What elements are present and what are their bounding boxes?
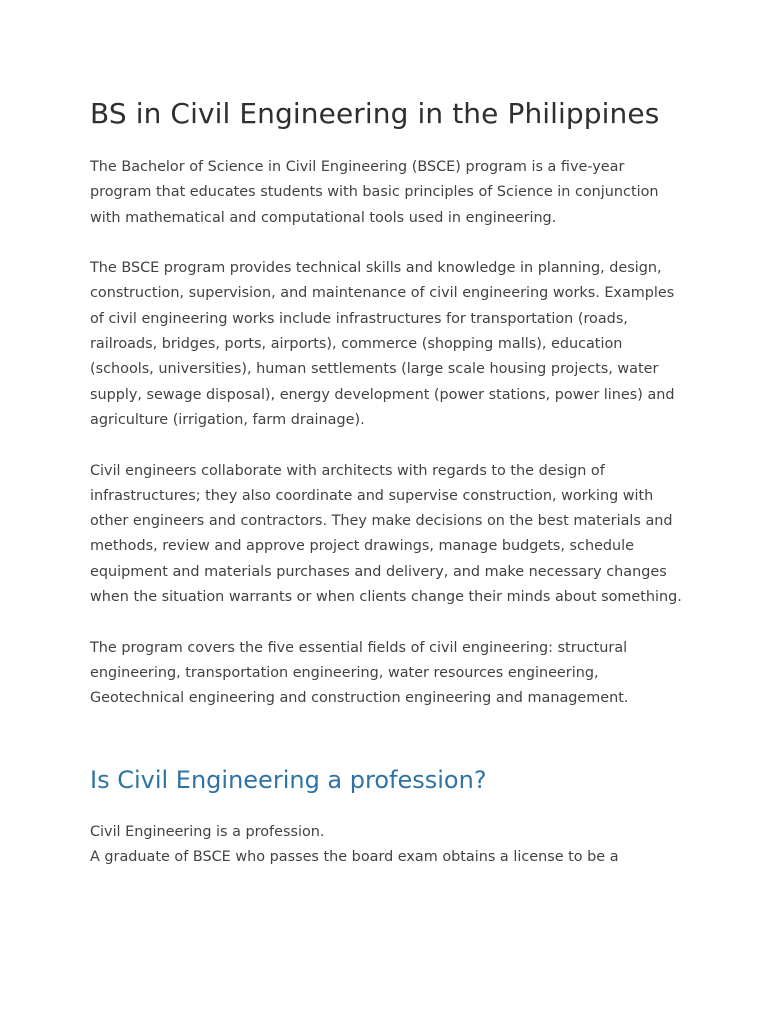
program-fields-paragraph: The program covers the five essential fields of civil engineering: structural engineering, transportation engineering, water resources engineering, Geotechnical engineering and construction engineering and management.	[90, 639, 629, 707]
intro-paragraph: The Bachelor of Science in Civil Engineering (BSCE) program is a five-year program that educates students with basic principles of Science in conjunction with mathematical and computational tools used in engineering.	[90, 159, 659, 226]
profession-statement: Civil Engineering is a profession.	[90, 823, 325, 840]
program-skills-paragraph: The BSCE program provides technical skills and knowledge in planning, design, construction, supervision, and maintenance of civil engineering works. Examples of civil engineering works include infrastructures for transportation (roads, railroads, bridges, ports, airports), commerce (shopping malls), education (schools, universities), human settlements (large scale housing projects, water supply, sewage disposal), energy development (power stations, power lines) and agriculture (irrigation, farm drainage).	[90, 260, 675, 428]
page-title: BS in Civil Engineering in the Philippines	[90, 97, 660, 130]
section-heading: Is Civil Engineering a profession?	[90, 765, 487, 794]
civil-engineers-role-paragraph: Civil engineers collaborate with architects with regards to the design of infrastructures; they also coordinate and supervise construction, working with other engineers and contractors. They make decisions on the best materials and methods, review and approve project drawings, manage budgets, schedule equipment and materials purchases and delivery, and make necessary changes when the situation warrants or when clients change their minds about something.	[90, 462, 682, 606]
license-statement: A graduate of BSCE who passes the board exam obtains a license to be a	[90, 848, 619, 865]
document-page	[90, 94, 690, 870]
